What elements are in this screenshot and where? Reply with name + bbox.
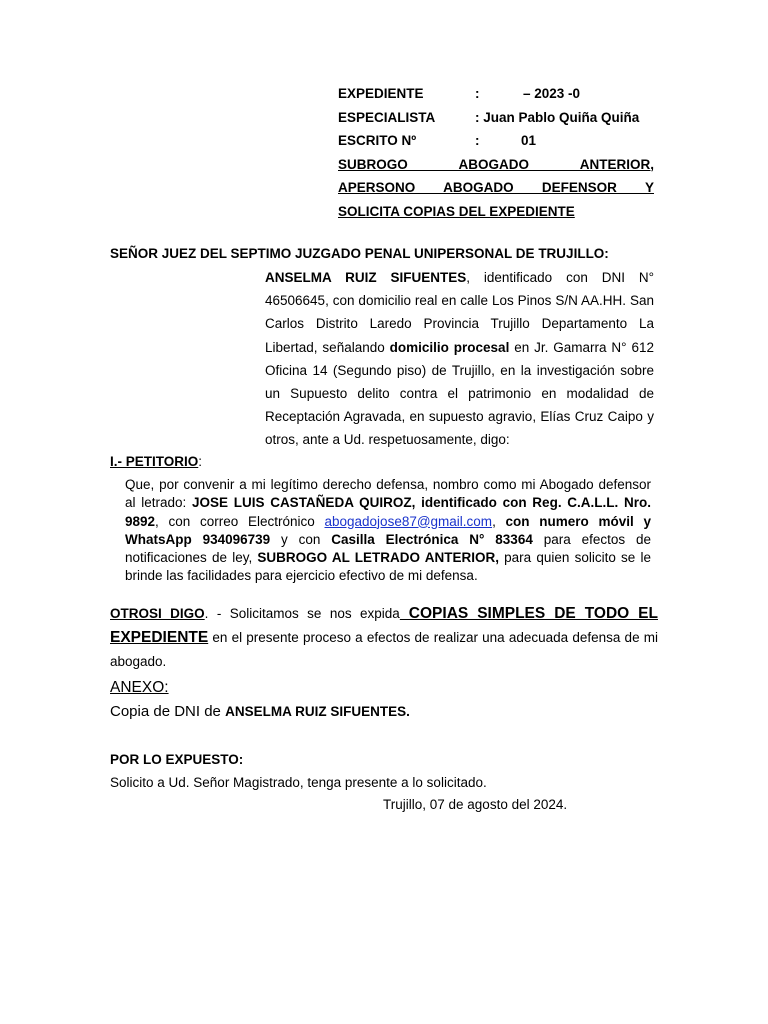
- petitorio-title: I.- PETITORIO: [110, 454, 199, 469]
- date-line: Trujillo, 07 de agosto del 2024.: [383, 797, 568, 812]
- lawyer-name: JOSE LUIS CASTAÑEDA QUIROZ, identificado con Reg. C.A.L.L. Nro. 9892: [125, 495, 651, 529]
- subrogo-text: SUBROGO AL LETRADO ANTERIOR,: [257, 550, 499, 566]
- anexo-text: Copia de DNI de: [110, 703, 226, 720]
- petitorio-heading: [110, 454, 202, 469]
- escrito-label: ESCRITO Nº: [338, 133, 417, 148]
- escrito-value: 01: [521, 133, 537, 148]
- sumilla-line-2: APERSONO ABOGADO DEFENSOR Y: [338, 180, 654, 195]
- anexo-name: ANSELMA RUIZ SIFUENTES.: [225, 704, 410, 719]
- intro-paragraph: [265, 266, 654, 452]
- addressee: SEÑOR JUEZ DEL SEPTIMO JUZGADO PENAL UNIPERSONAL DE TRUJILLO:: [110, 246, 609, 261]
- email-link[interactable]: abogadojose87@gmail.com: [324, 513, 493, 529]
- petitorio-paragraph: [125, 476, 651, 586]
- intro-text-1: , identificado con DNI N° 46506645, con domicilio real en calle Los Pinos S/N AA.HH. San Carlos Distrito Laredo Provincia Trujillo Departamento La Libertad, señalando: [265, 270, 654, 355]
- intro-name: ANSELMA RUIZ SIFUENTES: [265, 270, 467, 285]
- expediente-label: EXPEDIENTE: [338, 86, 424, 101]
- escrito-row: [338, 129, 654, 153]
- por-lo-expuesto: POR LO EXPUESTO:: [110, 752, 244, 767]
- case-header: [338, 82, 654, 223]
- sumilla-line-1: SUBROGO ABOGADO ANTERIOR,: [338, 156, 654, 172]
- petitorio-text-1: Que, por convenir a mi legítimo derecho defensa, nombro como mi Abogado defensor al letrado:: [125, 477, 651, 511]
- especialista-label: ESPECIALISTA: [338, 109, 436, 125]
- closing-request: Solicito a Ud. Señor Magistrado, tenga presente a lo solicitado.: [110, 775, 487, 790]
- domicilio-procesal-label: domicilio procesal: [389, 339, 510, 355]
- especialista-row: [338, 106, 654, 130]
- petitorio-text-6: para quien solicito se le brinde las facilidades para ejercicio efectivo de mi defensa.: [125, 550, 651, 584]
- anexo-line: [110, 703, 410, 720]
- copias-simples-text: COPIAS SIMPLES DE TODO EL EXPEDIENTE: [110, 605, 658, 646]
- phone-text: con numero móvil y WhatsApp 934096739: [125, 513, 651, 547]
- casilla-text: Casilla Electrónica N° 83364: [331, 531, 533, 547]
- otrosi-text-2: en el presente proceso a efectos de realizar una adecuada defensa de mi abogado.: [110, 629, 658, 669]
- otrosi-text-1: . - Solicitamos se nos expida: [204, 606, 400, 621]
- otrosi-paragraph: [110, 602, 658, 673]
- otrosi-label: OTROSI DIGO: [110, 606, 205, 621]
- petitorio-text-4: y con: [270, 531, 332, 547]
- escrito-colon: :: [475, 133, 480, 148]
- anexo-title: ANEXO:: [110, 679, 169, 696]
- petitorio-text-3: ,: [492, 513, 506, 529]
- sumilla-line-3: SOLICITA COPIAS DEL EXPEDIENTE: [338, 203, 575, 219]
- petitorio-text-2: , con correo Electrónico: [155, 513, 325, 529]
- petitorio-colon: :: [198, 454, 203, 469]
- expediente-value: – 2023 -0: [523, 86, 581, 101]
- expediente-row: [338, 82, 654, 106]
- expediente-colon: :: [475, 86, 480, 101]
- especialista-value: : Juan Pablo Quiña Quiña: [475, 109, 640, 125]
- intro-text-2: en Jr. Gamarra N° 612 Oficina 14 (Segundo piso) de Trujillo, en la investigación sobre un Supuesto delito contra el patrimonio en modalidad de Receptación Agravada, en supuesto agravio, Elías Cruz Caipo y otros, ante a Ud. respetuosamente, digo:: [265, 339, 654, 448]
- petitorio-text-5: para efectos de notificaciones de ley,: [125, 531, 651, 566]
